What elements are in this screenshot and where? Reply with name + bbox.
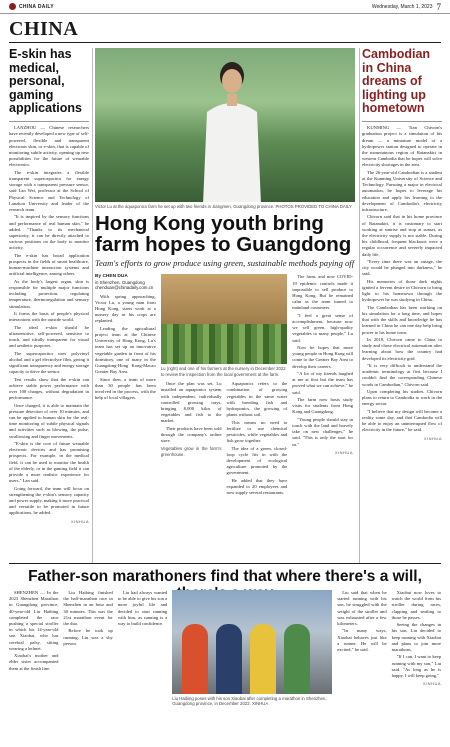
story-column (9, 590, 58, 707)
paragraph: Aquaponics refers to the combination of growing vegetables in the same water with breeding fish and hydroponics, the growing of plants without soil. (226, 381, 288, 418)
right-body (362, 125, 442, 433)
paragraph: "I feel a great sense of accomplishment, because now we sell green, high-quality vegetables to many people," Lu said. (292, 312, 353, 343)
paragraph: Leading the agricultural project team at the Chinese University of Hong Kong, Lu's team has set up an innovative vegetable garden in front of his dormitory, one of many in the Guangdong-Hong Kong-Macao Greater Bay Area. (95, 325, 156, 375)
paragraph: Liu said that when he started running with his son, he struggled with the weight of the stroller and was exhausted after a few kilometers. (337, 590, 387, 627)
paragraph: The 26-year-old Cambodian is a student at the Kunming University of Science and Technology. Pursuing a major in electrical automation, he hopes to leverage his education and apply his learning to the development of Cambodia's electricity infrastructure. (362, 169, 442, 212)
story-column (392, 590, 441, 707)
main-headline: Hong Kong youth bring farm hopes to Guangdong (95, 212, 352, 257)
runner-figure (284, 624, 310, 694)
story-column (292, 274, 353, 497)
bottom-divider (9, 563, 441, 564)
main-story-columns (95, 274, 355, 497)
masthead-bar (0, 0, 450, 14)
paragraph: This means no need to fertilize or use chemical pesticides, while vegetables and fish grow together. (226, 419, 288, 444)
bottom-photo-caption: Liu Haibing poses with his son Xiaobai after completing a marathon in Shenzhen, Guangdong province, in December 2022. XINHUA (172, 696, 327, 707)
date-and-page (372, 2, 441, 12)
left-divider (9, 121, 89, 122)
paragraph: Xiaobai's mother and elder sister accompanied them at the finish line. (9, 653, 59, 671)
paragraph: Test results show that the e-skin can achieve stable power performance with over 100 charges, without degradation in performance. (9, 376, 89, 401)
story-column (63, 590, 112, 707)
main-photo (95, 48, 355, 202)
bottom-photo-block (172, 590, 332, 707)
story-middle (161, 274, 288, 497)
farmer-figure-icon (201, 54, 263, 202)
paragraph: The ideal e-skin should be ultrasensitive, self-powered, sensitive to touch, and ideally transparent for visual and aesthetic purposes. (9, 324, 89, 349)
china-daily-logo-icon (9, 3, 16, 10)
paragraph: The farm now hosts study visits for students from Hong Kong and Guangdong. (292, 397, 353, 415)
paragraph: "Young people should stay in touch with the land and bravely take on new challenges," he said. "This is only the start for us." (292, 416, 353, 447)
right-credit: XINHUA (423, 435, 442, 441)
paragraph: LANZHOU — Chinese researchers have recently developed a new type of self-powered, flexible and transparent electronic skin, or e-skin, that is capable of monitoring subtle activity, opening up new possibilities for the future of wearable electronics. (9, 125, 89, 168)
paragraph: Once charged, it is able to maintain the pressure detection of over 10 minutes, and can be applied to human skin for the real-time monitoring of subtle physical signals and activities such as blowing, the pulse, swallowing and finger movements. (9, 402, 89, 439)
inner-label: Vegetables grow in the farm's greenhouse. (160, 446, 222, 457)
byline-email: chenduan@chinadaily.com.cn (95, 285, 154, 291)
right-divider (362, 121, 442, 122)
paragraph: KUNMING — Tian Chivorn's graduation project is a simulation of his dream — a miniature model of a hydropower station designed to operate in the mountainous region of Ratanakiri in western Cambodia that he hopes will solve electricity shortages in the area. (362, 125, 442, 168)
paragraph: "It is inspired by the sensory functions and performance of real human skin," he added. "Thanks to its mechanical superiority, it can be directly attached to various positions on the body to monitor activity. (9, 214, 89, 251)
runner-figure (250, 624, 276, 694)
section-divider (9, 42, 441, 43)
story-column (227, 381, 288, 497)
main-subheadline: Team's efforts to grow produce using green, sustainable methods paying off (95, 258, 355, 269)
main-story (95, 48, 355, 498)
paragraph: "Every time there was an outage, the city would be plunged into darkness," he said. (362, 258, 442, 277)
paragraph: "In many ways, Xiaobai behaves just like a runner. He will be excited," he said. (337, 628, 387, 653)
inner-photo-caption: Lu (right) and one of his farmers at the nursery in December 2022 to review the inspection from the local government at the farm. (160, 366, 286, 377)
paragraph: His memories of those dark nights ignited a fervent desire in Chivorn to bring light to his hometown through the hydropower he was studying in China. (362, 278, 442, 303)
byline-name: By CHEN DUA (95, 274, 128, 280)
paragraph: "E-skin is the core of future wearable electronic devices and has promising prospects. For example, in the medical field, it can be used to monitor the health of the elderly, or in the gaming field it can provide a more realistic experience for users," Lan said. (9, 440, 89, 484)
paragraph: "A lot of my friends laughed at me at first but the team has proved what we can achieve," he said. (292, 371, 353, 395)
paragraph: SHENZHEN — In the 2023 Shenzhen Marathon in Guangdong province, 40-year-old Liu Haibing completed the race pushing a special stroller in which his 14-year-old son Xiaobai, who has cerebral palsy, sitting wearing a helmet. (9, 590, 59, 651)
main-photo-caption: Victor Lu at the aquaponics farm he set up with two friends in Jiangmen, Guangdong province. PHOTOS PROVIDED TO CHINA DAILY (95, 204, 352, 209)
issue-date: Wednesday, March 1, 2023 (371, 3, 433, 10)
paragraph: "If I can, I want to keep running with my son," Liu said. "As long as he is happy, I will keep going." (391, 654, 442, 679)
paragraph: Liu Haibing finished the half-marathon race in Shenzhen in an hour and 30 minutes. This was the 21st marathon event for the duo. (63, 590, 113, 627)
story-column (337, 590, 386, 707)
bottom-story (9, 590, 441, 707)
paragraph: It forms the basis of people's physical interactions with the outside world. (9, 310, 89, 323)
paragraph: Liu had always wanted to be able to give his son a more joyful life and decided to start running with him, as running is a way to build confidence. (117, 590, 168, 627)
paragraph: Seeing the changes in his son, Liu decided to keep running with Xiaobai and plans to join more marathons. (391, 622, 442, 653)
right-story (362, 48, 442, 441)
runner-figure (182, 624, 208, 694)
brand (9, 3, 54, 10)
paragraph: Chivorn said that in his home province of Ratanakiri, it is customary to start working at sunrise and stop at sunset, as the electricity supply is not stable. During his childhood, frequent blackouts were a regular occurrence and severely impacted daily life. (362, 214, 442, 257)
left-credit: XINHUA (70, 518, 89, 524)
vegetable-bed-shape (161, 324, 288, 364)
paragraph: The farm, and now COVID-19 epidemic controls made it impossible to sell produce to Hong Kong. But he remained calm as the team turned to mainland customers. (292, 274, 353, 311)
main-credit: XINHUA (334, 449, 353, 455)
left-body (9, 125, 89, 516)
paragraph: Since then, a team of more than 30 people has been involved in the process, with the help of local villagers. (95, 376, 156, 401)
bottom-photo (172, 590, 332, 694)
bottom-credit: XINHUA (422, 681, 442, 687)
story-middle-columns (161, 381, 288, 497)
paragraph: Before he took up running, Liu was a shy person. (63, 628, 113, 646)
bottom-headline: Father-son marathoners find that where there's a will, (28, 568, 422, 585)
paragraph: With spring approaching, Victor Lu, a young man from Hong Kong, starts work at a nursery day as his crops are replanted. (95, 293, 156, 324)
paragraph: Xiaobai now loves to watch the world from his stroller during races, clapping and smiling to those he passes. (391, 590, 442, 620)
inner-photo (161, 274, 288, 364)
column-divider (92, 48, 93, 563)
runner-figure (216, 624, 242, 694)
paragraph: Their products have been sold through the company's online store. (160, 425, 222, 444)
paragraph: He added that they have expanded to 20 employees and now supply several restaurants. (226, 477, 288, 496)
paragraph: The idea of a green, closed-loop cycle fits in with the development of ecological agriculture promoted by the government. (226, 445, 288, 476)
brand-name: CHINA DAILY (19, 3, 54, 10)
paragraph: The e-skin integrates a flexible transparent supercapacitor for energy storage with a transparent pressure sensor, said Lan Wei, professor at the School of Physical Science and Technology of Lanzhou University and leader of the research team. (9, 169, 89, 212)
right-headline: Cambodian in China dreams of lighting up hometown (362, 47, 431, 115)
story-column (118, 590, 167, 707)
page-number: 7 (436, 1, 441, 12)
story-column (95, 274, 156, 497)
paragraph: "It is very difficult to understand the academic terminology at first because I couldn't find the corresponding Chinese words in Cambodian," Chivorn said. (362, 362, 442, 387)
paragraph: The e-skin has broad application prospects in the fields of smart healthcare, human-machine interaction systems and artificial intelligence, among others. (9, 252, 89, 277)
left-headline: E-skin has medical, personal, gaming applications (9, 47, 82, 115)
paragraph: Upon completing his studies, Chivorn plans to return to Cambodia to work in the energy sector. (362, 388, 442, 407)
paragraph: The supercapacitor uses polyvinyl alcohol and a gel electrolyte film, giving it significant transparency and energy storage capacity to drive the sensor. (9, 350, 89, 375)
paragraph: In 2018, Chivorn came to China to study and chose electrical automation after learning about how the country had developed its electricity grid. (362, 336, 442, 361)
paragraph: Going forward, the team will focus on strengthening the e-skin's sensory capacity and power supply, making it more practical and versatile to be promoted in future applications, he added. (9, 485, 89, 516)
paragraph: The Cambodian has been working on his simulation for a long time, and hopes that with the skills and knowledge he has learned in China he can one day help bring power to his home town. (362, 304, 442, 335)
left-story (9, 48, 89, 524)
paragraph: Now he hopes that more young people in Hong Kong will come to the Greater Bay Area to develop their careers. (292, 345, 353, 369)
paragraph: "I believe that my design will become a reality some day, and that Cambodia will be able to enjoy an uninterrupted flow of electricity in the future," he said. (362, 408, 442, 433)
byline-place: in Shenzhen, Guangdong (95, 279, 145, 285)
story-column (161, 381, 222, 497)
byline (95, 274, 156, 290)
column-divider (359, 48, 360, 563)
paragraph: As the body's largest organ, skin is responsible for multiple major functions including protection, regulating temperature, thermoregulation and sensory stimulation. (9, 278, 89, 309)
paragraph: Once the plan was set, Lu installed an aquaponics system with independent, individually controlled growing trays, bringing 8,000 kilos of vegetables and fish to the market. (160, 381, 222, 424)
section-title: CHINA (9, 18, 79, 40)
